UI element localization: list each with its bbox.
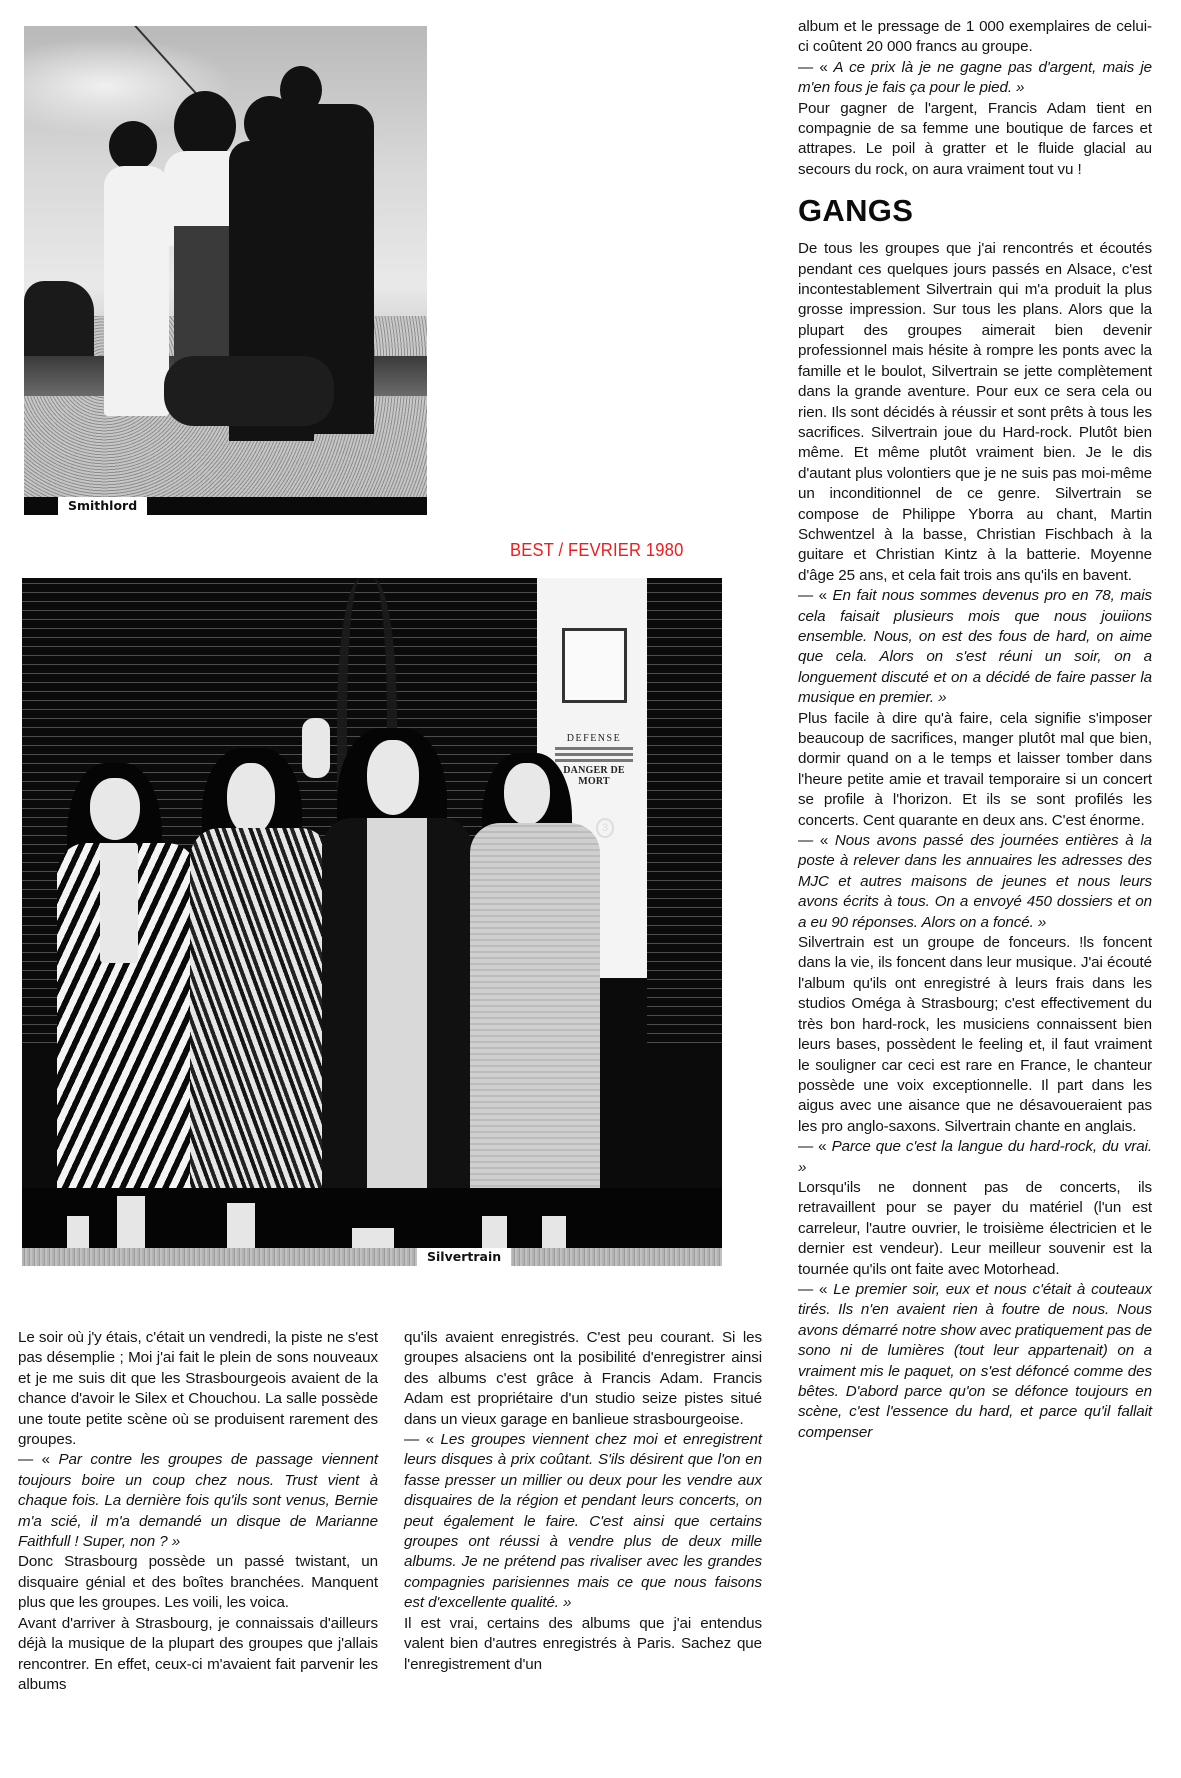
band-member-boot (352, 1228, 394, 1248)
quote-text: En fait nous sommes devenus pro en 78, mais cela faisait plusieurs mois que nous jouiions ensemble. Nous, on est des fous de hard, on aime que cela. Alors on s'est réuni un soir, on a longuement discuté et on a décidé de faire passer la musique en premier. » (798, 587, 1152, 707)
quote-text: Nous avons passé des journées entières à la poste à relever dans les annuaires les adresses des MJC et autres maisons de jeunes et nous leurs avons écrits à tous. On a envoyé 450 dossiers et on a eu 90 réponses. Alors on a foncé. » (798, 832, 1152, 931)
body-paragraph: qu'ils avaient enregistrés. C'est peu courant. Si les groupes alsaciens ont la posibilité d'enregistrer ainsi des albums c'est grâce à Francis Adam. Francis Adam est propriétaire d'un studio seize pistes situé dans un vieux garage en banlieue strasbourgeoise. (404, 1329, 762, 1428)
photo-bushes (24, 281, 94, 361)
quote-paragraph (798, 1280, 1152, 1443)
band-member-jacket (190, 828, 330, 1198)
quote-text: Les groupes viennent chez moi et enregistrent leurs disques à prix coûtant. S'ils désirent que l'on en fasse presser un millier ou deux pour les vendre aux disquaires de la région et pendant leurs concerts, on peut également le faire. C'est ainsi que certains groupes ont réussi à vendre plus de deux mille albums. Je ne prétend pas rivaliser avec les grandes compagnies parisiennes mais ce que nous faisons est d'excellente qualité. » (404, 1431, 762, 1612)
body-paragraph: Plus facile à dire qu'à faire, cela signifie s'imposer beaucoup de sacrifices, manger plutôt mal que bien, dormir quand on a le temps et laisser tomber dans l'heure petite amie et travail temporaire si un concert se profile à l'horizon. Et ils se sont profilés les concerts. Cent quarante en deux ans. C'est énorme. (798, 709, 1152, 829)
quote-paragraph (798, 586, 1152, 708)
band-member-hand (302, 718, 330, 778)
magazine-header: BEST / FEVRIER 1980 (510, 540, 684, 560)
body-paragraph: Donc Strasbourg possède un passé twistant, un disquaire génial et des boîtes branchées. Manquent plus que les groupes. Les voili, les voica. (18, 1553, 378, 1612)
sign-warning: DANGER DE MORT (563, 765, 625, 787)
body-paragraph: Silvertrain est un groupe de fonceurs. !ls foncent dans la vie, ils foncent dans leur musique. J'ai écouté l'album qu'ils ont enregistré à leurs frais dans les studios Oméga à Strasbourg; c'est effectivement du très bon hard-rock, les musiciens connaissent bien leurs bases, possèdent le feeling et, il faut vraiment le souligner car ceci est rare en France, le chanteur possède une voix exceptionnelle. Il part dans les aigus avec une aisance que ne désavoueraient pas les pro anglo-saxons. Silvertrain chante en anglais. (798, 934, 1152, 1135)
body-paragraph: Il est vrai, certains des albums que j'ai entendus valent bien d'autres enregistrés à Paris. Sachez que l'enregistrement d'un (404, 1614, 762, 1673)
band-member-boot (67, 1216, 89, 1248)
caption-bar-silvertrain (22, 1248, 722, 1266)
body-paragraph: Le soir où j'y étais, c'était un vendredi, la piste ne s'est pas désemplie ; Moi j'ai fait le plein de sons nouveaux et je me suis dit que les Strasbourgeois avaient de la chance d'avoir le Silex et Chouchou. La salle possède une toute petite scène où se produisent rarement des groupes. (18, 1329, 378, 1449)
photo-shutter (647, 578, 722, 1048)
sign-title: DEFENSE (566, 733, 622, 744)
band-member-face (227, 763, 275, 835)
band-member-face (504, 763, 550, 825)
quote-paragraph (404, 1430, 762, 1614)
article-column-left (18, 1328, 378, 1695)
quote-text: Parce que c'est la langue du hard-rock, du vrai. » (798, 1138, 1153, 1176)
sign-line (555, 753, 633, 756)
sign-line (555, 759, 633, 762)
quote-text: A ce prix là je ne gagne pas d'argent, mais je m'en fous je fais ça pour le pied. » (798, 58, 1153, 97)
band-member-face (90, 778, 140, 840)
caption-smithlord: Smithlord (58, 497, 147, 515)
photo-frame (562, 628, 627, 703)
band-member-shirt (470, 823, 600, 1203)
quote-dash: — « (18, 1451, 50, 1469)
body-paragraph: Lorsqu'ils ne donnent pas de concerts, ils retravaillent pour se payer du matériel (l'un est carreleur, l'autre ouvrier, le troisième électricien et le dernier est vendeur). Leur meilleur souvenir est la tournée qu'ils ont faite avec Motorhead. (798, 1178, 1152, 1278)
quote-dash: — « (798, 587, 827, 605)
sign-badge: 3 (596, 818, 614, 838)
body-paragraph: Pour gagner de l'argent, Francis Adam tient en compagnie de sa femme une boutique de farces et attrapes. Le poil à gratter et le fluide glacial au secours du rock, on aura vraiment tout vu ! (798, 99, 1152, 178)
section-heading: GANGS (798, 193, 914, 229)
band-member-chest (100, 843, 138, 963)
quote-dash: — « (798, 832, 829, 850)
band-member-boot (227, 1203, 255, 1248)
quote-dash: — « (798, 1280, 828, 1298)
article-column-right (798, 17, 1152, 1443)
column-body-text (798, 239, 1152, 1443)
body-paragraph: album et le pressage de 1 000 exemplaires de celui-ci coûtent 20 000 francs au groupe. (798, 18, 1152, 56)
quote-dash: — « (404, 1431, 434, 1449)
quote-paragraph (798, 58, 1152, 99)
article-column-middle (404, 1328, 762, 1675)
band-member-head (109, 121, 157, 171)
column-intro-text (798, 17, 1152, 180)
quote-paragraph (798, 831, 1152, 933)
quote-dash: — « (798, 58, 828, 76)
caption-silvertrain: Silvertrain (417, 1248, 511, 1266)
photo-smithlord (24, 26, 427, 497)
band-member-boot (542, 1216, 566, 1248)
band-member-boot (482, 1216, 507, 1248)
photo-silvertrain (22, 578, 722, 1266)
band-member-boot (117, 1196, 145, 1248)
band-member-crouching (164, 356, 334, 426)
body-paragraph: Avant d'arriver à Strasbourg, je connaissais d'ailleurs déjà la musique de la plupart des groupes que j'allais rencontrer. En effet, ceux-ci m'avaient fait parvenir les albums (18, 1614, 378, 1693)
quote-text: Le premier soir, eux et nous c'était à couteaux tirés. Ils n'en avaient rien à foutre de nous. Nous avons démarré notre show avec pratiquement pas de sono ni de lumières (tout leur appartenait) on a vraiment mis le paquet, on s'est défoncé comme des bêtes. D'abord parce qu'on se défonce toujours en scène, c'est l'essence du hard, et parce qu'il fallait compenser (798, 1280, 1152, 1441)
quote-text: Par contre les groupes de passage viennent toujours boire un coup chez nous. Trust vient à chaque fois. La dernière fois qu'ils sont venus, Bernie m'a scié, il m'a demandé un disque de Marianne Faithfull ! Super, non ? » (18, 1451, 378, 1551)
caption-bar-smithlord (24, 497, 427, 515)
band-member-body (104, 166, 169, 416)
quote-paragraph (798, 1137, 1152, 1178)
quote-dash: — « (798, 1138, 827, 1156)
body-paragraph: De tous les groupes que j'ai rencontrés et écoutés pendant ces quelques jours passés en Alsace, c'est incontestablement Silvertrain qui m'a produit la plus grosse impression. Sur tous les plans. Alors que la plupart des groupes aimerait bien devenir professionnel mais hésite à rompre les ponts avec la famille et le boulot, Silvertrain se jette complètement dans la grande aventure. Pour eux ce sera cela ou rien. Ils sont décidés à réussir et sont prêts à tous les sacrifices. Silvertrain joue du Hard-rock. Plutôt bien même. Et même plutôt vraiment bien. Je le dis d'autant plus volontiers que je ne suis pas moi-même un inconditionnel de ce genre. Silvertrain se compose de Philippe Yborra au chant, Martin Schwentzel à la basse, Christian Fischbach à la guitare et Christian Kintz à la batterie. Moyenne d'âge 25 ans, et cela fait trois ans qu'ils en bavent. (798, 240, 1152, 584)
sign-line (555, 747, 633, 750)
band-member-vest (322, 818, 472, 1198)
band-member-face (367, 740, 419, 815)
quote-paragraph (18, 1450, 378, 1552)
